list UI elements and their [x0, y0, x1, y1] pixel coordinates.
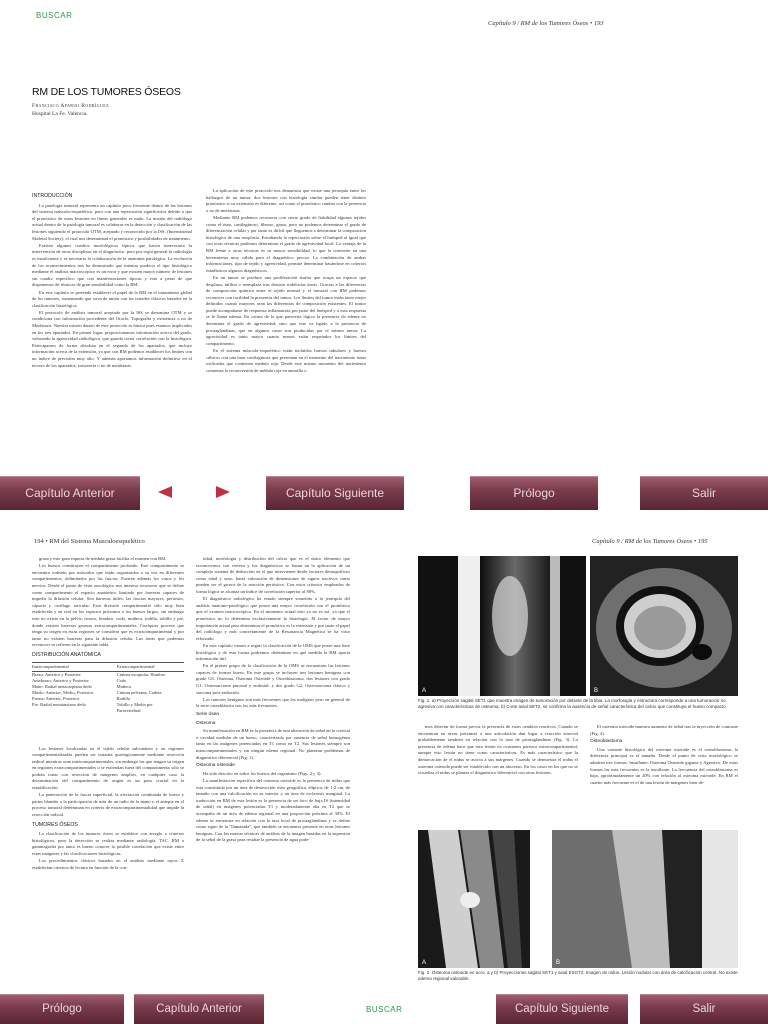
paragraph: En un tumor se produce una proliferación tisular que ocupa un espacio que desplaza, infiltra o reemplaza tras destruir trabéculas óseas. Gracias a las diferencias de composición química entre el tejido normal y el tumoral con RM podemos reconocer con facilidad la presencia del tumor. Los límites del tumor están tanto mejor definidos cuanto mayores sean las diferencias de composición existentes. El tumor puede acompañarse de respuesta inflamatoria por parte del huésped y a esta respuesta se le llama edema. En contra de lo que parecería lógico la presencia de edema no determina el grado de agresividad, sino que este va ligado a la presencia de prostaglandinas, que en algunos casos son producidas por el mismo tumor. La agresividad es tanto mayor cuanto menos están respetados los límites del compartimento. — [206, 274, 366, 346]
paragraph: Las lesiones localizadas en el tejido celular subcutáneo y en regiones compartimentalizadas pueden ser tratadas quirúrgicamente mediante resección radical mientras sean intracompartimentales, sin embargo las que tengan su origen en regiones extracompartimentales o se extiendan fuera del compartimento sólo se podrán tratar con resección de márgenes amplios, en cualquier caso la determinación del compartimento de origen es un paso crucial en la estadificación. — [32, 745, 184, 791]
prev-chapter-button[interactable]: Capítulo Anterior — [0, 476, 140, 510]
column-4 — [590, 724, 738, 814]
subheading-serie-osea: Serie ósea — [196, 712, 219, 718]
table-row — [32, 708, 184, 714]
paragraph: En el primer grupo de la clasificación de la OMS se encuentran las lesiones capaces de formar hueso. En este grupo se incluyen tres lesiones benignas con grado G0, Osteoma, Osteoma Osteoide y Osteoblastoma, dos lesiones con grado G1, Osteosarcoma parostal y endostal, y dos grado G2, Osteosarcoma clásico y sarcoma post-radiación. — [196, 663, 350, 695]
column-2 — [196, 556, 350, 1016]
mri-axial-image — [552, 830, 738, 968]
section-heading-distribucion: DISTRIBUCIÓN ANATÓMICA — [32, 651, 101, 658]
fig2-caption: Fig. 2. Osteoma osteoide en acro. a y b) Proyecciones sagital SET1 y axial ESGT2. Imagen de nidus. Lesión nodular con área de calcificación central. No existe edema regional valorable. — [418, 970, 738, 981]
mri-axial-image — [590, 556, 738, 696]
paragraph: mos detectar de forma precoz la presencia de estos cambios reactivos. Cuando se encuentran en áreas próximas a una articulación dan lugar a reacción sinovial probablemente también en relación con la tasa de prostaglandinas (Fig. 3). La presencia de edema hace que esta lesión en ocasiones parezca extracompartimental, aunque esto lesión no tiene como características. Es más característico que la demarcación de el nidus se asocia a sus márgenes. Cuando se demuestra el nidus el osteoma osteoide puede ser establecido con un abscesso. En los casos en los que no se visualiza el nidus se plantea el diagnóstico diferencial con otras lesiones. — [418, 724, 578, 776]
table-cell: Antebrazo: Anterior y Posterior — [32, 677, 89, 683]
chapter-nav-top — [0, 472, 768, 514]
prologue-button[interactable]: Prólogo — [470, 476, 598, 510]
paragraph: Una variante histológica del osteoma osteoide es el osteoblastoma, la diferencia principal es el tamaño. Desde el punto de vista morfológico se admiten tres formas: Insuflante, Osteoma Osteoide gigante y Agresivo. De estas formas las más frecuentes es la insuflante. La frecuencia del osteoblastoma es baja, aproximadamente un 20% con relación al osteoma osteoide. En RM el cuadro más frecuente es el de una lesión de márgenes bien de- — [590, 746, 738, 785]
table-cell: Tobillo y Medio pie — [116, 701, 153, 707]
table-cell: Pie: Radial metatarsiano dedo — [32, 701, 86, 707]
table-cell: Paravertebral — [116, 707, 141, 713]
table-cell: Mano: Radial metacarpiano dedo — [32, 683, 92, 689]
anatomic-distribution-table — [32, 662, 184, 714]
table-cell: Muñeca — [116, 683, 132, 689]
exit-button[interactable]: Salir — [640, 476, 768, 510]
paragraph: Los tumores benignos son más frecuentes que los malignos pero en general de la serie osteoblástica son los más frecuentes. — [196, 696, 350, 709]
prologue-button[interactable]: Prólogo — [0, 994, 124, 1024]
affiliation: Hospital La Fe. Valencia. — [32, 111, 88, 117]
fig1-image-a — [418, 556, 586, 696]
paragraph: En este capítulo se pretende establecer el papel de la RM en el tratamiento global de los tumores, sustentando que sirva de unión con los tratados clásicos basados en la clasificación histológica. — [32, 289, 192, 308]
paragraph: En esta capítulo vamos a seguir la clasificación de la OMS que posee una base histológica y de esta forma podremos determinar en qué medida la RM aporta información útil. — [196, 642, 350, 662]
table-header: Intracompartimental — [32, 662, 117, 671]
paragraph: Su manifestación en RM es la presencia de una alteración de señal en la cortical o cavidad medular de un hueso, caracterizada por ausencia de señal homogénea tanto en las imágenes potenciadas en T1 como en T2. Sus lesiones siempre son intracompartimentales y sin ningún edema regional. No plantean problemas de diagnóstico diferencial (Fig. 1). — [196, 728, 350, 760]
column-1 — [32, 556, 184, 1016]
panel-label: A — [422, 688, 427, 694]
column-3 — [418, 724, 578, 814]
paragraph: Ha sido descrito en todos los huesos del organismo (Figs. 2 y 3). — [203, 770, 322, 776]
page-193 — [0, 0, 768, 508]
section-heading-tumores: TUMORES ÓSEOS — [32, 821, 78, 828]
paragraph: El protocolo de análisis tumoral aceptado por la ISS se denomina OTM y se condiciona con información procedente del Oraclo, Topografía y existencia o no de Metástasis. Nuestra misión dentro de este protocolo es básica pues estamos implicados en los tres apartados. En primer lugar, proporcionamos información acerca del grado, valorando la agresividad radiológica, que guarda cierta correlación con la histológica. Participamos de forma absoluta en el segundo de los apartados, que incluye información acerca de la extensión, ya que con RM podemos establecer los límites con un índice de precisión muy alto. Y además aportamos información definitiva en el tercero de los apartados, existencia o no de metástasis. — [32, 309, 192, 368]
table-cell: Cintura escapular, Hombro — [116, 671, 166, 677]
running-head-right: Capítulo 9 / RM de los Tumores Óseos • 195 — [592, 538, 708, 545]
panel-label: A — [422, 960, 427, 966]
paragraph: grasa y este gran riqueza de médula grasa facilita el examen con RM. — [39, 556, 167, 561]
column-1 — [32, 190, 192, 458]
paragraph: tidad, morfología y distribución del calcio que es el único elemento que reconocemos con certeza y los diagnósticos se basan en la aplicación de un complejo sistema de deducción en el que intervienen desde factores demográficos como edad y sexo, hasta valoración de dimensiones de signos tractivos como pueden ser el grosor de la reacción perióstica. Con estos criterios empleados de forma lógica se alcanza un índice de correlación superior al 80%. — [196, 556, 350, 594]
paragraph: Existen algunos cuadros morfológicos típicos que hacen innecesaria la intervención de otras disciplinas en el diagnóstico, pero por regla general la radiología es insuficiente y es necesaria la colaboración de la anatomía patológica. La evolución de los acontecimientos nos ha demostrado que intentar predecir el tipo histológico mediante el análisis macroscópico es un error y que existen mayor número de lesiones sin cuadro específico que con manifestaciones típicas y esto a pesar de que disponemos de técnicas de gran sensibilidad como la RM. — [32, 242, 192, 288]
subheading-osteoma: Osteoma — [196, 720, 216, 726]
mri-sagittal-image — [418, 830, 530, 968]
paragraph: Los huesos constituyen el compartimento profundo. Este compartimento se encuentra rodeado por músculos que están organizados a su vez en diferentes compartimentos, delimitados por las fascias. Existen además los vasos y los nervios. Desde el punto de vista oncológico nos interesa reconocer que se define como compartimento el espacio anatómico limitado por barreras capaces de impedir la difusión celular. Son barreras útiles, las fascias mayores, periostio, cápsula y cartílago articular. Esta división compartimental sólo muy bien establecida y en real en los espacios próximos a los huesos largos, sin embargo esto no existe en la pelvis, tronco, hombro, codo, muñeca, rodilla, tobillo y pie, donde existen barreras gruesas extracompartimentales. Cualquier proceso que tenga su origen en estas regiones se considera que es extracompartimental y por tanto no existen barreras para la difusión celular. Las áreas que podemos reconocer se refieren en la siguiente tabla. — [32, 563, 184, 648]
article-title: RM DE LOS TUMORES ÓSEOS — [32, 86, 181, 98]
paragraph: El diagnóstico radiológico ha estado siempre sometido a la jerarquía del análisis anatomo-patológico que posea una mayor correlación con el pronóstico que el examen macroscópico. En el momento actual esto ya no es así, ya que el pronóstico no lo determina exclusivamente la histología. El factor de mayor importancia actual para determinar el pronóstico es la extensión y por tanto el papel del radiólogo y más concretamente de la Resonancia Magnética se ha visto reforzado. — [196, 596, 350, 641]
search-link[interactable]: BUSCAR — [36, 11, 73, 20]
paragraph: El osteoma osteoide muestra aumento de señal tras la inyección de contraste (Fig. 4). — [590, 724, 738, 736]
next-chapter-button[interactable]: Capítulo Siguiente — [266, 476, 404, 510]
table-cell — [32, 708, 117, 714]
table-cell: Brazo: Anterior y Posterior — [32, 671, 81, 677]
fig1-image-b — [590, 556, 738, 696]
next-chapter-button[interactable]: Capítulo Siguiente — [496, 994, 628, 1024]
paragraph: La patología tumoral representa un capítulo poco frecuente dentro de las lesiones del sistema músculo-esquelético, pero con una repercusión significativa debido a que el pronóstico de estas lesiones en líneas generales es malo. La misión del radiólogo actual dentro de la patología tumoral es colaborar en la detección y clasificación de las lesiones siguiendo el protocolo OTM, aceptado y reconocido por la ISS, (International Skeletal Society), el cual nos determinará el pronóstico y posibilidades de tratamiento. — [32, 202, 192, 241]
table-cell: Codo — [116, 677, 127, 683]
table-cell: Rodilla — [116, 695, 130, 701]
paragraph: La aplicación de este protocolo nos demuestra que existe una jerarquía entre los hallazgos de un tumor, dos lesiones con histología similar pueden tener distinto pronóstico si su extensión es diferente, así como el pronóstico cambia con la presencia o no de metástasis. — [206, 188, 366, 213]
panel-label: B — [556, 960, 561, 966]
prev-page-arrow-icon[interactable] — [158, 486, 172, 498]
fig2-image-b — [552, 830, 738, 968]
panel-label: B — [594, 688, 599, 694]
chapter-nav-bottom — [0, 994, 768, 1024]
paragraph: Los procedimientos clásicos basados en el análisis mediante rayos X establecían criterios de lectura en función de la con- — [32, 858, 184, 870]
page-spread-194-195 — [0, 530, 768, 990]
paragraph: En el sistema músculo-esquelético están incluidos huesos tubulares y huesos cúbicos con una base cartilaginosa que presentan en el momento del nacimiento áreas osificadas que contienen médula roja. Desde este mismo momento del nacimiento comienza la reconversión de médula roja en amarilla o — [206, 348, 366, 373]
paragraph: Mediante RM podemos reconocer con cierto grado de fiabilidad algunos tejidos como el óseo, cartilaginoso, fibroso, graso, pero no podemos determinar el grado de diferenciación celular y por tanto es difícil que lleguemos a determinar la composición histológica de una neoplasia. Estudiando la repercusión sobre el huésped al igual que con otras técnicas podemos determinar el grado de agresividad local. La ventaja de la RM frente a otras técnicas es su mayor sensibilidad, lo que la convierte en una herramienta muy válida para el diagnóstico precoz. La combinación de ambas informaciones, tipo de tejido y agresividad, permite determinar basándose en criterios estadísticos algunos diagnósticos. — [206, 214, 366, 273]
next-page-arrow-icon[interactable] — [216, 486, 230, 498]
subheading-osteoma-osteoide: Osteoma osteoide — [196, 763, 235, 769]
search-link[interactable]: BUSCAR — [366, 1005, 403, 1014]
fig2-image-a — [418, 830, 530, 968]
paragraph: La penetración de la fascia superficial, la afectación combinada de hueso y partes blandas o la participación de más de un radio de la mano o el antepie en el proceso tumoral determinan en criterio de extracompartimentalidad que impide la resección radical. — [32, 792, 184, 818]
fig1-caption: Fig. 1. a) Proyección sagital SET1 que muestra imagen de tumoración por delante de la tibia. La morfología y estructura corresponde a una tumoración no agresiva con características de osteoma. b) Corte axial SET2, se confirma la ausencia de señal característica del calcio que constituye el hueso compacto. — [418, 698, 727, 709]
author: Francisco Aparisi Rodríguez — [32, 103, 109, 109]
exit-button[interactable]: Salir — [640, 994, 768, 1024]
running-head: Capítulo 9 / RM de los Tumores Óseos • 193 — [488, 20, 604, 27]
table-cell: Pierna: Anterior, Posterior — [32, 695, 80, 701]
running-head-left: 194 • RM del Sistema Musculoesquelético — [34, 538, 145, 545]
paragraph: La clasificación de los tumores óseos se establece con arreglo a criterios histológicos, pero la detección se realiza mediante radiología, TAC, RM o gammagrafía por tanto es bueno conocer la posible correlación que existe entre estas imágenes y las clasificaciones histológicas. — [32, 831, 184, 856]
section-heading-introduccion: INTRODUCCIÓN — [32, 193, 73, 199]
column-2 — [206, 188, 366, 458]
subheading-osteoblastoma: Osteoblastoma — [590, 739, 623, 745]
table-cell: Muslo: Anterior, Medio, Posterior — [32, 689, 94, 695]
table-cell: Cintura pelviana, Cadera — [116, 689, 162, 695]
paragraph: La manifestación específica del osteoma osteoide es la presencia de nidus que esta constituido por un área de destrucción ósea geográfica, elíptica, de 1-2 cm, de tamaño con una calcificación en su interior y un área de esclerosis marginal. La traducción en RM de esta lesión es la presencia de un foco de baja IS (intensidad de señal) en imágenes potenciadas T1 y moderadamente alta en T2 que se acompaña de un área de edema regional en una proporción próxima al 30%. El edema se encuentra en relación con la tasa local de prostaglandinas y se define como signo de la "llamarada", que también se encuentra presente en otras lesiones benignas. Con las nuevas técnicas de análisis de la imagen basadas en la supresión de la señal de la grasa para resaltar la presencia de agua pode- — [196, 777, 350, 843]
mri-sagittal-image — [418, 556, 586, 696]
table-header: Extracompartimental — [117, 662, 184, 671]
prev-chapter-button[interactable]: Capítulo Anterior — [134, 994, 264, 1024]
